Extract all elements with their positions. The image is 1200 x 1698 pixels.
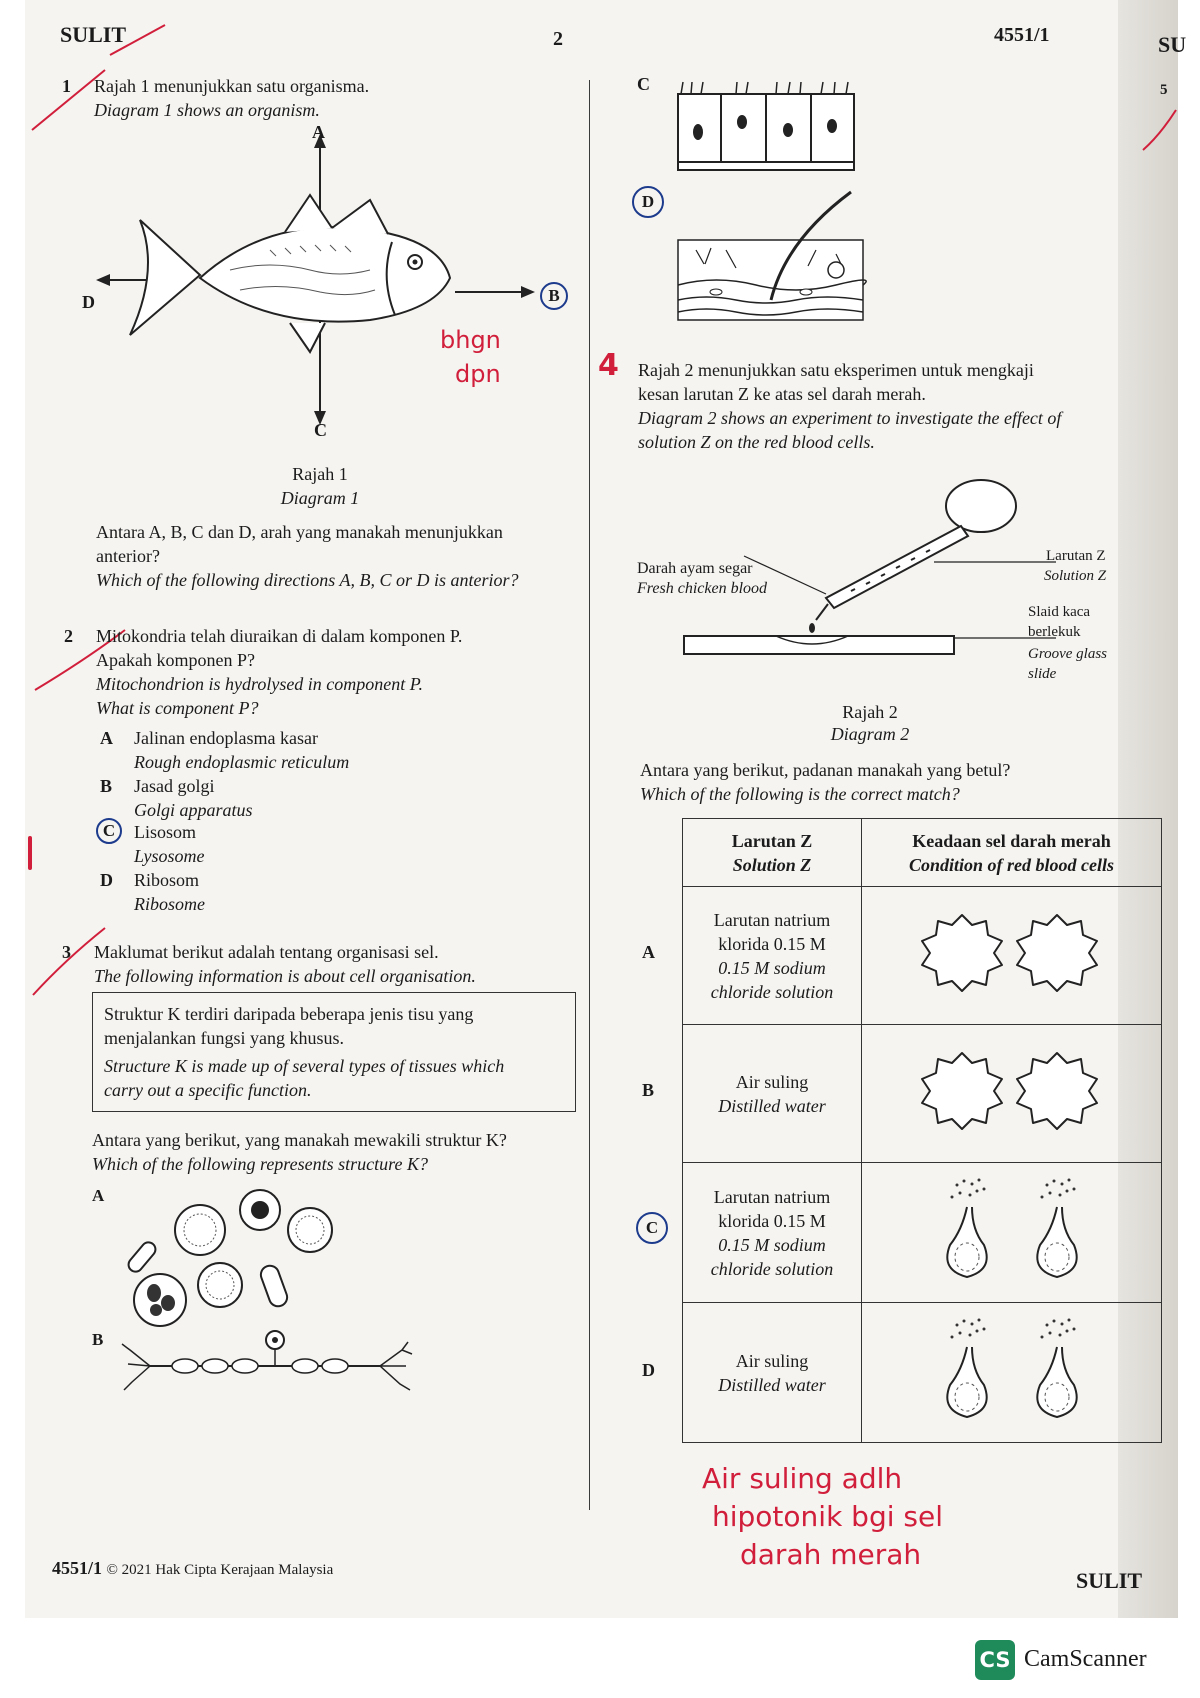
q3-option-b-letter: B xyxy=(92,1330,104,1349)
q3-box-en-2: carry out a specific function. xyxy=(104,1080,312,1100)
handwritten-answer-note-2: hipotonik bgi sel xyxy=(712,1500,943,1533)
q4-caption-en: Diagram 2 xyxy=(830,724,910,744)
q1-caption-en: Diagram 1 xyxy=(280,488,360,508)
crenated-cells-icon xyxy=(912,1041,1112,1141)
fish-label-b: B xyxy=(540,282,568,310)
camscanner-watermark-text: CamScanner xyxy=(1024,1646,1147,1672)
label-slide-ms-1: Slaid kaca xyxy=(1028,604,1091,620)
q1-question-ms-1: Antara A, B, C dan D, arah yang manakah menunjukkan xyxy=(96,522,503,542)
q4-text-ms-1: Rajah 2 menunjukkan satu eksperimen untuk mengkaji xyxy=(638,360,1034,380)
blood-cells-illustration xyxy=(120,1185,360,1335)
header-sulit: SULIT xyxy=(60,22,127,47)
row-a-solution: Larutan natrium klorida 0.15 M 0.15 M sodium chloride solution xyxy=(683,887,862,1025)
row-c-solution: Larutan natrium klorida 0.15 M 0.15 M sodium chloride solution xyxy=(683,1163,862,1303)
handwritten-answer-note-3: darah merah xyxy=(740,1538,922,1571)
row-c-cells xyxy=(862,1163,1162,1303)
label-slide-en-1: Groove glass xyxy=(1028,646,1108,662)
column-divider xyxy=(589,80,590,1510)
q2-text-ms-1: Mitokondria telah diuraikan di dalam komponen P. xyxy=(96,626,463,646)
q3-number: 3 xyxy=(62,942,71,962)
row-b-solution: Air suling Distilled water xyxy=(683,1025,862,1163)
q2-option-c-ms: Lisosom xyxy=(134,822,197,842)
crenated-cells-icon xyxy=(912,903,1112,1003)
fish-label-c: C xyxy=(314,420,327,440)
red-margin-mark xyxy=(28,836,32,870)
edge-text: SU xyxy=(1158,32,1187,57)
row-a-cells xyxy=(862,887,1162,1025)
fish-label-a: A xyxy=(312,122,325,142)
q1-question-en: Which of the following directions A, B, C or D is anterior? xyxy=(96,570,519,590)
skin-tissue-illustration xyxy=(676,190,876,330)
label-fresh-blood-ms: Darah ayam segar xyxy=(637,560,753,577)
table-row xyxy=(683,887,1162,1025)
camscanner-logo-icon: CS xyxy=(975,1640,1015,1680)
table-row xyxy=(683,1025,1162,1163)
q2-option-d-letter: D xyxy=(100,870,113,890)
q2-option-a-ms: Jalinan endoplasma kasar xyxy=(134,728,318,748)
label-solution-z-ms: Larutan Z xyxy=(1046,548,1106,564)
q3-box-en-1: Structure K is made up of several types of tissues which xyxy=(104,1056,505,1076)
q2-option-b-letter: B xyxy=(100,776,113,796)
q1-text-ms: Rajah 1 menunjukkan satu organisma. xyxy=(94,76,370,96)
epithelium-illustration xyxy=(676,74,856,174)
q4-caption-ms: Rajah 2 xyxy=(842,702,898,722)
q2-number: 2 xyxy=(64,626,73,646)
q2-option-b-ms: Jasad golgi xyxy=(134,776,215,796)
q2-option-a-en: Rough endoplasmic reticulum xyxy=(134,752,350,772)
q4-text-en-1: Diagram 2 shows an experiment to investigate the effect of xyxy=(638,408,1062,428)
table-row xyxy=(683,1303,1162,1443)
lysed-cells-icon xyxy=(912,1175,1112,1285)
q4-option-b-letter: B xyxy=(642,1080,655,1100)
fish-diagram xyxy=(70,120,570,450)
footer-copyright: 4551/1 © 2021 Hak Cipta Kerajaan Malaysia xyxy=(52,1558,334,1578)
table-header-condition: Keadaan sel darah merah Condition of red blood cells xyxy=(862,819,1162,887)
q4-question-en: Which of the following is the correct match? xyxy=(640,784,960,804)
q4-question-ms: Antara yang berikut, padanan manakah yang betul? xyxy=(640,760,1011,780)
q4-text-en-2: solution Z on the red blood cells. xyxy=(638,432,875,452)
lysed-cells-icon xyxy=(912,1315,1112,1425)
q1-caption-ms: Rajah 1 xyxy=(292,464,348,484)
q2-option-a-letter: A xyxy=(100,728,113,748)
page-number: 2 xyxy=(553,28,563,50)
handwritten-answer-note-1: Air suling adlh xyxy=(702,1462,903,1495)
q1-number: 1 xyxy=(62,76,71,96)
q4-option-a-letter: A xyxy=(642,942,655,962)
q3-box-ms-2: menjalankan fungsi yang khusus. xyxy=(104,1028,344,1048)
q3-option-c-letter: C xyxy=(637,74,650,94)
row-d-cells xyxy=(862,1303,1162,1443)
q3-box-ms-1: Struktur K terdiri daripada beberapa jenis tisu yang xyxy=(104,1004,474,1024)
table-row xyxy=(683,1163,1162,1303)
label-slide-ms-2: berlekuk xyxy=(1028,624,1081,640)
label-slide-en-2: slide xyxy=(1028,666,1057,682)
label-fresh-blood-en: Fresh chicken blood xyxy=(637,580,768,597)
q2-option-c-letter-circled: C xyxy=(96,818,122,844)
fish-label-d: D xyxy=(82,292,95,312)
q1-text-en: Diagram 1 shows an organism. xyxy=(94,100,320,120)
q3-text-en: The following information is about cell organisation. xyxy=(94,966,476,986)
q2-text-en-1: Mitochondrion is hydrolysed in component P. xyxy=(96,674,423,694)
q2-option-d-ms: Ribosom xyxy=(134,870,200,890)
q2-text-ms-2: Apakah komponen P? xyxy=(96,650,255,670)
q2-option-b-en: Golgi apparatus xyxy=(134,800,253,820)
paper-code: 4551/1 xyxy=(994,24,1050,46)
q4-text-ms-2: kesan larutan Z ke atas sel darah merah. xyxy=(638,384,926,404)
q4-answer-table xyxy=(682,818,1162,1443)
footer-sulit: SULIT xyxy=(1076,1568,1143,1593)
q3-option-d-letter-circled: D xyxy=(632,186,664,218)
handwritten-note-2: dpn xyxy=(455,360,501,388)
edge-number: 5 xyxy=(1160,82,1168,98)
q3-option-a-letter: A xyxy=(92,1186,105,1205)
q2-option-d-en: Ribosome xyxy=(134,894,205,914)
table-header-solution: Larutan Z Solution Z xyxy=(683,819,862,887)
neuron-illustration xyxy=(120,1330,420,1400)
q2-text-en-2: What is component P? xyxy=(96,698,259,718)
handwritten-note-1: bhgn xyxy=(440,326,501,354)
q3-question-en: Which of the following represents structure K? xyxy=(92,1154,428,1174)
q4-option-c-letter-circled: C xyxy=(636,1212,668,1244)
q3-text-ms: Maklumat berikut adalah tentang organisasi sel. xyxy=(94,942,439,962)
q2-option-c-en: Lysosome xyxy=(134,846,205,866)
edge-tick-mark xyxy=(1140,105,1180,155)
q4-option-d-letter: D xyxy=(642,1360,655,1380)
row-d-solution: Air suling Distilled water xyxy=(683,1303,862,1443)
label-solution-z-en: Solution Z xyxy=(1044,568,1107,584)
row-b-cells xyxy=(862,1025,1162,1163)
q3-question-ms: Antara yang berikut, yang manakah mewakili struktur K? xyxy=(92,1130,507,1150)
q1-question-ms-2: anterior? xyxy=(96,546,160,566)
q4-red-number-mark: 4 xyxy=(598,348,619,383)
